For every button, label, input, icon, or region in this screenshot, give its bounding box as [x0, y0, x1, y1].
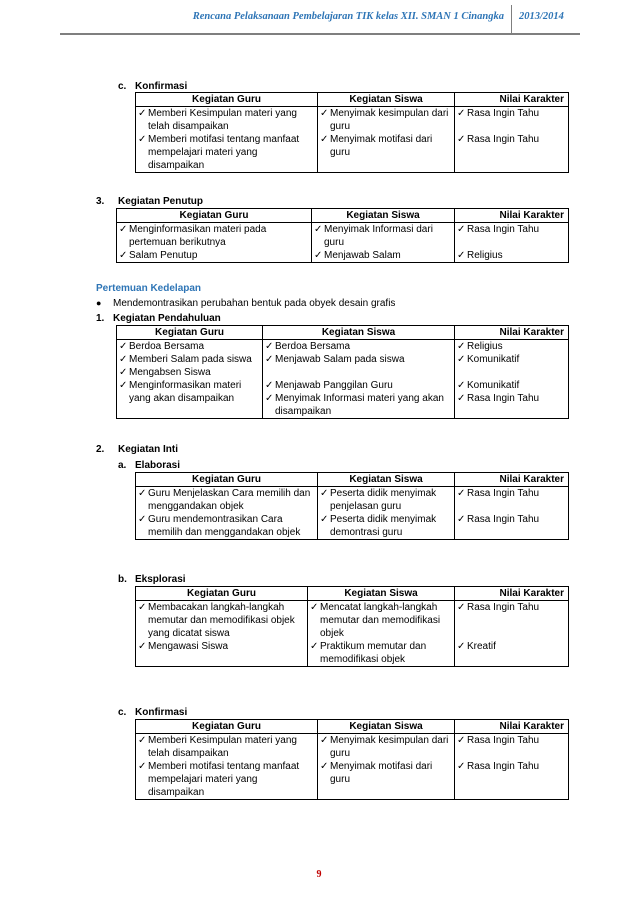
konfirmasi-bottom-num: c.: [118, 707, 127, 718]
col-header-nilai: Nilai Karakter: [455, 587, 569, 601]
checkmark-icon: ✓: [457, 735, 466, 746]
inti-label: [96, 443, 178, 456]
cell-siswa: [308, 601, 455, 667]
list-item: ✓ Mengabsen Siswa: [119, 367, 211, 378]
checkmark-icon: ✓: [310, 602, 319, 613]
list-item: ✓ Berdoa Bersama: [265, 341, 351, 352]
checkmark-icon: ✓: [457, 250, 466, 261]
penutup-title: Kegiatan Penutup: [118, 196, 204, 207]
list-item: ✓ Memberi motifasi tentang manfaat mempelajari materi yang disampaikan: [138, 134, 300, 171]
checkmark-icon: ✓: [457, 380, 466, 391]
checkmark-icon: ✓: [457, 341, 466, 352]
list-item: ✓ Menyimak motifasi dari guru: [320, 761, 433, 785]
section-title-pertemuan: Pertemuan Kedelapan: [96, 283, 202, 294]
col-header-nilai: Nilai Karakter: [455, 473, 569, 487]
list-item: ✓ Mengawasi Siswa: [138, 641, 229, 652]
eksplorasi-table: [135, 586, 569, 667]
list-item: ✓ Menginformasikan materi pada pertemuan berikutnya: [119, 224, 267, 248]
checkmark-icon: ✓: [265, 393, 274, 404]
checkmark-icon: ✓: [320, 134, 329, 145]
cell-guru: [117, 223, 312, 263]
checkmark-icon: ✓: [265, 341, 274, 352]
page-number: 9: [316, 869, 322, 880]
list-item: ✓ Rasa Ingin Tahu: [457, 108, 540, 119]
list-item: ✓ Memberi Salam pada siswa: [119, 354, 252, 365]
list-item: ✓ Religius: [457, 341, 503, 352]
col-header-siswa: Kegiatan Siswa: [318, 720, 455, 734]
cell-nilai: [455, 340, 569, 419]
col-header-guru: Kegiatan Guru: [117, 326, 263, 340]
elaborasi-table: [135, 472, 569, 540]
checkmark-icon: ✓: [119, 367, 128, 378]
eksplorasi-num: b.: [118, 574, 127, 585]
checkmark-icon: ✓: [119, 380, 128, 391]
penutup-table: [116, 208, 569, 263]
checkmark-icon: ✓: [138, 761, 147, 772]
konfirmasi-bottom-label: [118, 706, 187, 719]
cell-siswa: [318, 107, 455, 173]
cell-guru: [136, 601, 308, 667]
header-title: Rencana Pelaksanaan Pembelajaran TIK kelas XII. SMAN 1 Cinangka: [192, 11, 504, 22]
list-item: ✓ Rasa Ingin Tahu: [457, 514, 540, 525]
cell-siswa: [318, 487, 455, 540]
col-header-siswa: Kegiatan Siswa: [312, 209, 455, 223]
checkmark-icon: ✓: [457, 602, 466, 613]
list-item: ✓ Menyimak motifasi dari guru: [320, 134, 433, 158]
cell-nilai: [455, 487, 569, 540]
konfirmasi-bottom-title: Konfirmasi: [135, 707, 188, 718]
list-item: ✓ Memberi Kesimpulan materi yang telah disampaikan: [138, 735, 297, 759]
header-rule: [60, 33, 580, 35]
col-header-siswa: Kegiatan Siswa: [263, 326, 455, 340]
list-item: ✓ Peserta didik menyimak penjelasan guru: [320, 488, 437, 512]
checkmark-icon: ✓: [138, 108, 147, 119]
checkmark-icon: ✓: [119, 224, 128, 235]
list-item: ✓ Menyimak Informasi dari guru: [314, 224, 433, 248]
list-item: ✓ Guru mendemontrasikan Cara memilih dan menggandakan objek: [138, 514, 301, 538]
pendahuluan-num: 1.: [96, 313, 105, 324]
col-header-nilai: Nilai Karakter: [455, 326, 569, 340]
elaborasi-num: a.: [118, 460, 127, 471]
cell-nilai: [455, 107, 569, 173]
checkmark-icon: ✓: [457, 134, 466, 145]
list-item: ✓ Memberi motifasi tentang manfaat mempelajari materi yang disampaikan: [138, 761, 300, 798]
list-item: ✓ Membacakan langkah-langkah memutar dan memodifikasi objek yang dicatat siswa: [138, 602, 295, 639]
checkmark-icon: ✓: [138, 735, 147, 746]
pendahuluan-label: [96, 312, 221, 325]
inti-num: 2.: [96, 444, 105, 455]
elaborasi-title: Elaborasi: [135, 460, 181, 471]
list-item: ✓ Menjawab Panggilan Guru: [265, 380, 393, 391]
checkmark-icon: ✓: [320, 488, 329, 499]
konfirmasi-top-title: Konfirmasi: [135, 81, 188, 92]
list-item: ✓ Komunikatif: [457, 380, 520, 391]
checkmark-icon: ✓: [457, 354, 466, 365]
col-header-nilai: Nilai Karakter: [455, 209, 569, 223]
list-item: ✓ Rasa Ingin Tahu: [457, 134, 540, 145]
list-item: ✓ Rasa Ingin Tahu: [457, 761, 540, 772]
list-item: ✓ Menginformasikan materi yang akan disampaikan: [119, 380, 242, 404]
col-header-guru: Kegiatan Guru: [136, 720, 318, 734]
list-item: ✓ Praktikum memutar dan memodifikasi objek: [310, 641, 427, 665]
page-header: [0, 0, 638, 36]
checkmark-icon: ✓: [119, 354, 128, 365]
col-header-guru: Kegiatan Guru: [136, 587, 308, 601]
list-item: ✓ Rasa Ingin Tahu: [457, 735, 540, 746]
elaborasi-label: [118, 459, 180, 472]
col-header-siswa: Kegiatan Siswa: [308, 587, 455, 601]
list-item: ✓ Guru Menjelaskan Cara memilih dan menggandakan objek: [138, 488, 311, 512]
konfirmasi-top-table: [135, 92, 569, 173]
list-item: ✓ Religius: [457, 250, 503, 261]
pendahuluan-title: Kegiatan Pendahuluan: [113, 313, 221, 324]
checkmark-icon: ✓: [320, 108, 329, 119]
col-header-siswa: Kegiatan Siswa: [318, 473, 455, 487]
pendahuluan-table: [116, 325, 569, 419]
cell-siswa: [312, 223, 455, 263]
checkmark-icon: ✓: [314, 250, 323, 261]
list-item: ✓ Rasa Ingin Tahu: [457, 488, 540, 499]
checkmark-icon: ✓: [138, 488, 147, 499]
bullet-icon: ●: [96, 298, 102, 308]
checkmark-icon: ✓: [457, 224, 466, 235]
checkmark-icon: ✓: [457, 108, 466, 119]
checkmark-icon: ✓: [138, 514, 147, 525]
checkmark-icon: ✓: [457, 761, 466, 772]
list-item: ✓ Rasa Ingin Tahu: [457, 602, 540, 613]
penutup-label: [96, 195, 203, 208]
col-header-guru: Kegiatan Guru: [136, 93, 318, 107]
list-item: ✓ Rasa Ingin Tahu: [457, 224, 540, 235]
list-item: ✓ Rasa Ingin Tahu: [457, 393, 540, 404]
list-item: ✓ Komunikatif: [457, 354, 520, 365]
checkmark-icon: ✓: [138, 641, 147, 652]
header-divider: [511, 5, 512, 33]
cell-guru: [136, 107, 318, 173]
checkmark-icon: ✓: [119, 250, 128, 261]
cell-guru: [117, 340, 263, 419]
list-item: ✓ Salam Penutup: [119, 250, 198, 261]
header-year: 2013/2014: [519, 11, 564, 22]
list-item: ✓ Peserta didik menyimak demontrasi guru: [320, 514, 437, 538]
cell-nilai: [455, 734, 569, 800]
checkmark-icon: ✓: [138, 602, 147, 613]
list-item: ✓ Berdoa Bersama: [119, 341, 205, 352]
col-header-siswa: Kegiatan Siswa: [318, 93, 455, 107]
checkmark-icon: ✓: [320, 735, 329, 746]
cell-guru: [136, 487, 318, 540]
cell-siswa: [263, 340, 455, 419]
list-item: ✓ Mencatat langkah-langkah memutar dan memodifikasi objek: [310, 602, 441, 639]
list-item: ✓ Kreatif: [457, 641, 496, 652]
cell-nilai: [455, 223, 569, 263]
col-header-nilai: Nilai Karakter: [455, 93, 569, 107]
list-item: ✓ Menyimak Informasi materi yang akan disampaikan: [265, 393, 444, 417]
list-item: ✓ Menyimak kesimpulan dari guru: [320, 108, 449, 132]
cell-siswa: [318, 734, 455, 800]
list-item: ✓ Memberi Kesimpulan materi yang telah disampaikan: [138, 108, 297, 132]
checkmark-icon: ✓: [119, 341, 128, 352]
inti-title: Kegiatan Inti: [118, 444, 179, 455]
list-item: ✓ Menyimak kesimpulan dari guru: [320, 735, 449, 759]
konfirmasi-top-num: c.: [118, 81, 127, 92]
konfirmasi-bottom-table: [135, 719, 569, 800]
checkmark-icon: ✓: [457, 488, 466, 499]
checkmark-icon: ✓: [265, 354, 274, 365]
checkmark-icon: ✓: [320, 514, 329, 525]
col-header-guru: Kegiatan Guru: [136, 473, 318, 487]
checkmark-icon: ✓: [320, 761, 329, 772]
eksplorasi-title: Eksplorasi: [135, 574, 186, 585]
penutup-num: 3.: [96, 196, 105, 207]
list-item: ✓ Menjawab Salam pada siswa: [265, 354, 405, 365]
cell-guru: [136, 734, 318, 800]
checkmark-icon: ✓: [457, 641, 466, 652]
cell-nilai: [455, 601, 569, 667]
objective-line: [96, 297, 395, 310]
list-item: ✓ Menjawab Salam: [314, 250, 401, 261]
objective-text: Mendemontrasikan perubahan bentuk pada obyek desain grafis: [113, 298, 396, 309]
checkmark-icon: ✓: [310, 641, 319, 652]
checkmark-icon: ✓: [138, 134, 147, 145]
checkmark-icon: ✓: [457, 514, 466, 525]
col-header-guru: Kegiatan Guru: [117, 209, 312, 223]
checkmark-icon: ✓: [457, 393, 466, 404]
checkmark-icon: ✓: [265, 380, 274, 391]
col-header-nilai: Nilai Karakter: [455, 720, 569, 734]
eksplorasi-label: [118, 573, 186, 586]
checkmark-icon: ✓: [314, 224, 323, 235]
